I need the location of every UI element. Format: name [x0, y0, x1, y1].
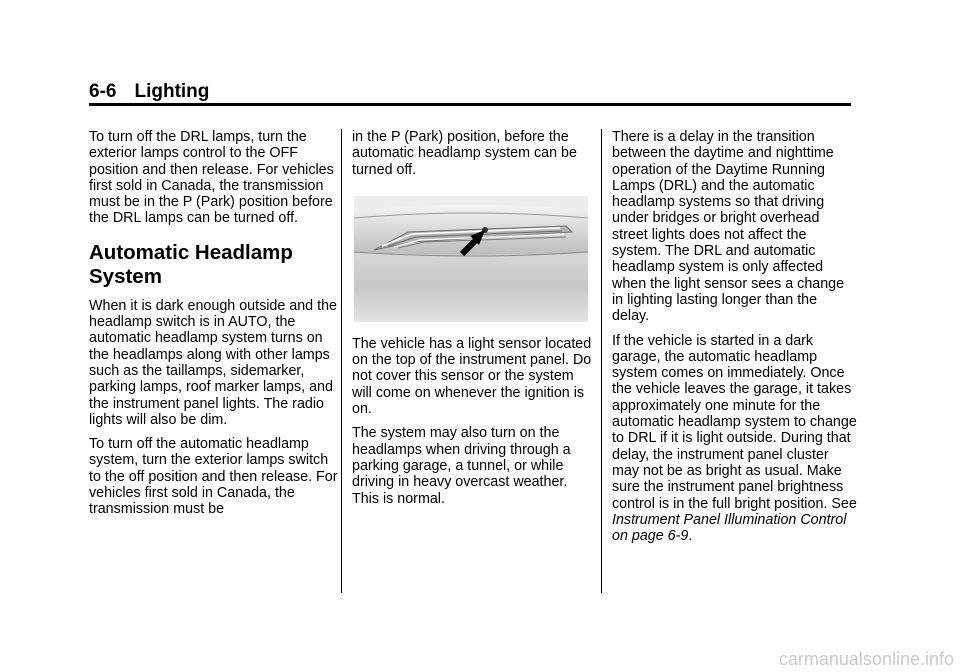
- col2-paragraph-2: The vehicle has a light sensor located on the top of the instrument panel. Do not cover this sensor or the system will come on whenever the ignition is on.: [352, 335, 592, 418]
- column-3: [612, 129, 857, 552]
- column-divider-1: [341, 129, 342, 593]
- col2-paragraph-1: in the P (Park) position, before the automatic headlamp system can be turned off.: [352, 129, 577, 178]
- dashboard-sensor-drawing: [354, 196, 588, 322]
- page-number: 6-6: [89, 81, 117, 102]
- page-header: [89, 80, 851, 104]
- col1-paragraph-3: To turn off the automatic headlamp system, turn the exterior lamps switch to the off position and then release. For vehicles first sold in Canada, the transmission must be: [89, 436, 338, 518]
- xref-period: .: [688, 528, 693, 545]
- light-sensor-illustration: [354, 196, 588, 322]
- column-2: [352, 129, 592, 515]
- col1-paragraph-2: When it is dark enough outside and the headlamp switch is in AUTO, the automatic headlamp system turns on the headlamps along with other lamps such as the taillamps, sidemarker, parking lamps, roof marker lamps, and the instrument panel lights. The radio lights will also be dim.: [89, 297, 337, 428]
- section-heading: Automatic Headlamp System: [89, 240, 293, 288]
- section-title: Lighting: [134, 81, 210, 102]
- column-divider-2: [601, 129, 602, 593]
- header-rule: [89, 103, 851, 106]
- cross-reference-link[interactable]: Instrument Panel Illumination Control on page 6-9: [612, 511, 847, 545]
- column-1: [89, 129, 339, 526]
- col3-paragraph-2-text: If the vehicle is started in a dark garage, the automatic headlamp system comes on immediately. Once the vehicle leaves the garage, it takes approximately one minute for the automatic headlamp system to change to DRL if it is light outside. During that delay, the instrument panel cluster may not be as bright as usual. Make sure the instrument panel brightness control is in the full bright position. See: [612, 332, 857, 512]
- watermark: carmanualsonline.info: [778, 649, 954, 669]
- col3-paragraph-1: There is a delay in the transition between the daytime and nighttime operation of the Daytime Running Lamps (DRL) and the automatic headlamp systems so that driving under bridges or bright overhead street lights does not affect the system. The DRL and automatic headlamp system is only affected when the light sensor sees a change in lighting lasting longer than the delay.: [612, 129, 845, 325]
- col2-paragraph-3: The system may also turn on the headlamps when driving through a parking garage, a tunnel, or while driving in heavy overcast weather. This is normal.: [352, 425, 571, 507]
- col3-paragraph-2: [612, 333, 857, 545]
- col1-paragraph-1: To turn off the DRL lamps, turn the exterior lamps control to the OFF position and then release. For vehicles first sold in Canada, the transmission must be in the P (Park) position before the DRL lamps can be turned off.: [89, 129, 334, 227]
- header-title: [89, 80, 851, 104]
